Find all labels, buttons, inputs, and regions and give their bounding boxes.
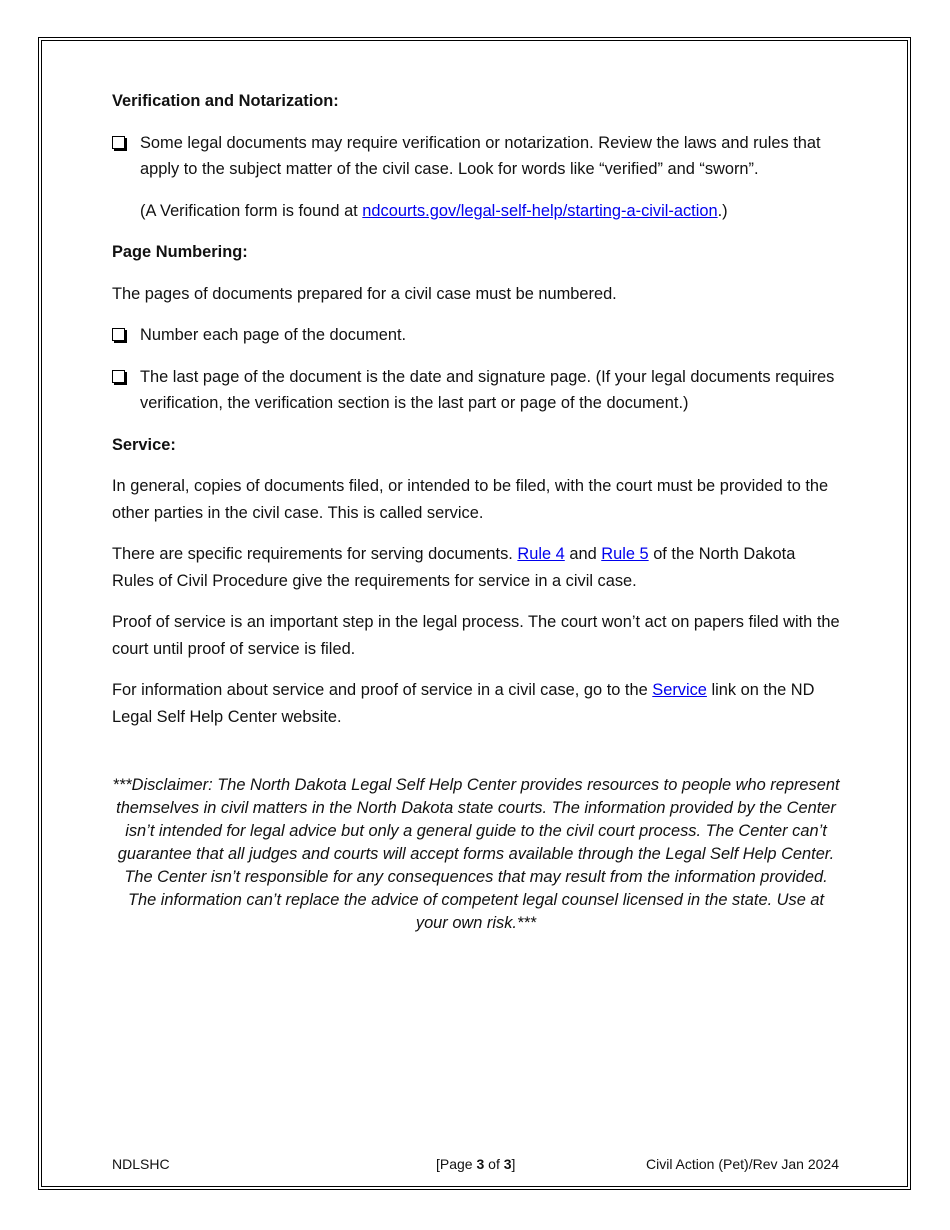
verification-item-text: Some legal documents may require verification or notarization. Review the laws and rules that apply to the subject matter of the civil case. Look for words like “verified” and “sworn”. xyxy=(140,133,821,178)
rule-4-link[interactable]: Rule 4 xyxy=(517,545,565,563)
service-paragraph-4 xyxy=(112,677,840,730)
page-numbering-item-2-text: The last page of the document is the date and signature page. (If your legal documents requires verification, the verification section is the last part or page of the document.) xyxy=(140,367,835,412)
page-numbering-item-2 xyxy=(112,364,840,417)
checkbox-icon xyxy=(112,370,125,383)
footer-org: NDLSHC xyxy=(112,1156,170,1172)
verification-form-note xyxy=(112,198,840,225)
page-numbering-intro: The pages of documents prepared for a civil case must be numbered. xyxy=(112,284,617,303)
service-heading: Service: xyxy=(112,435,176,454)
footer-page-current: 3 xyxy=(476,1156,485,1172)
rule-5-link[interactable]: Rule 5 xyxy=(601,545,649,563)
verification-note-suffix: .) xyxy=(717,201,728,220)
footer-page-suffix: ] xyxy=(511,1156,516,1172)
footer-page-of: of xyxy=(484,1156,504,1172)
page-numbering-item-1 xyxy=(112,322,840,349)
footer-page-total: 3 xyxy=(503,1156,512,1172)
page-numbering-item-1-text: Number each page of the document. xyxy=(140,326,407,344)
document-body xyxy=(112,88,840,745)
verification-heading: Verification and Notarization: xyxy=(112,92,339,110)
service-para2-prefix: There are specific requirements for serving documents. xyxy=(112,545,518,563)
checkbox-icon xyxy=(112,328,125,341)
footer-page-prefix: [Page xyxy=(436,1156,477,1172)
service-para2-suffix: of the North Dakota Rules of Civil Procedure give the requirements for service in a civil case. xyxy=(112,545,796,590)
footer-form-revision: Civil Action (Pet)/Rev Jan 2024 xyxy=(646,1156,839,1172)
service-paragraph-2 xyxy=(112,541,840,594)
checkbox-icon xyxy=(112,136,125,149)
page-numbering-heading: Page Numbering: xyxy=(112,243,248,261)
service-para4-prefix: For information about service and proof of service in a civil case, go to the xyxy=(112,681,653,699)
verification-form-link[interactable]: ndcourts.gov/legal-self-help/starting-a-civil-action xyxy=(362,201,718,220)
service-paragraph-3: Proof of service is an important step in the legal process. The court won’t act on papers filed with the court until proof of service is filed. xyxy=(112,613,840,658)
footer-page-number xyxy=(436,1155,515,1173)
disclaimer-text: ***Disclaimer: The North Dakota Legal Self Help Center provides resources to people who represent themselves in civil matters in the North Dakota state courts. The information provided by the Center isn’t intended for legal advice but only a general guide to the civil court process. The Center can’t guarantee that all judges and courts will accept forms available through the Legal Self Help Center. The Center isn’t responsible for any consequences that may result from the information provided. The information can’t replace the advice of competent legal counsel licensed in the state. Use at your own risk.*** xyxy=(112,776,840,932)
service-para4-suffix: link on the ND Legal Self Help Center website. xyxy=(112,681,815,726)
service-para2-and: and xyxy=(564,545,602,563)
verification-checklist-item xyxy=(112,130,840,183)
service-link[interactable]: Service xyxy=(652,681,707,699)
verification-note-prefix: (A Verification form is found at xyxy=(140,201,363,220)
service-paragraph-1: In general, copies of documents filed, or intended to be filed, with the court must be provided to the other parties in the civil case. This is called service. xyxy=(112,477,829,522)
